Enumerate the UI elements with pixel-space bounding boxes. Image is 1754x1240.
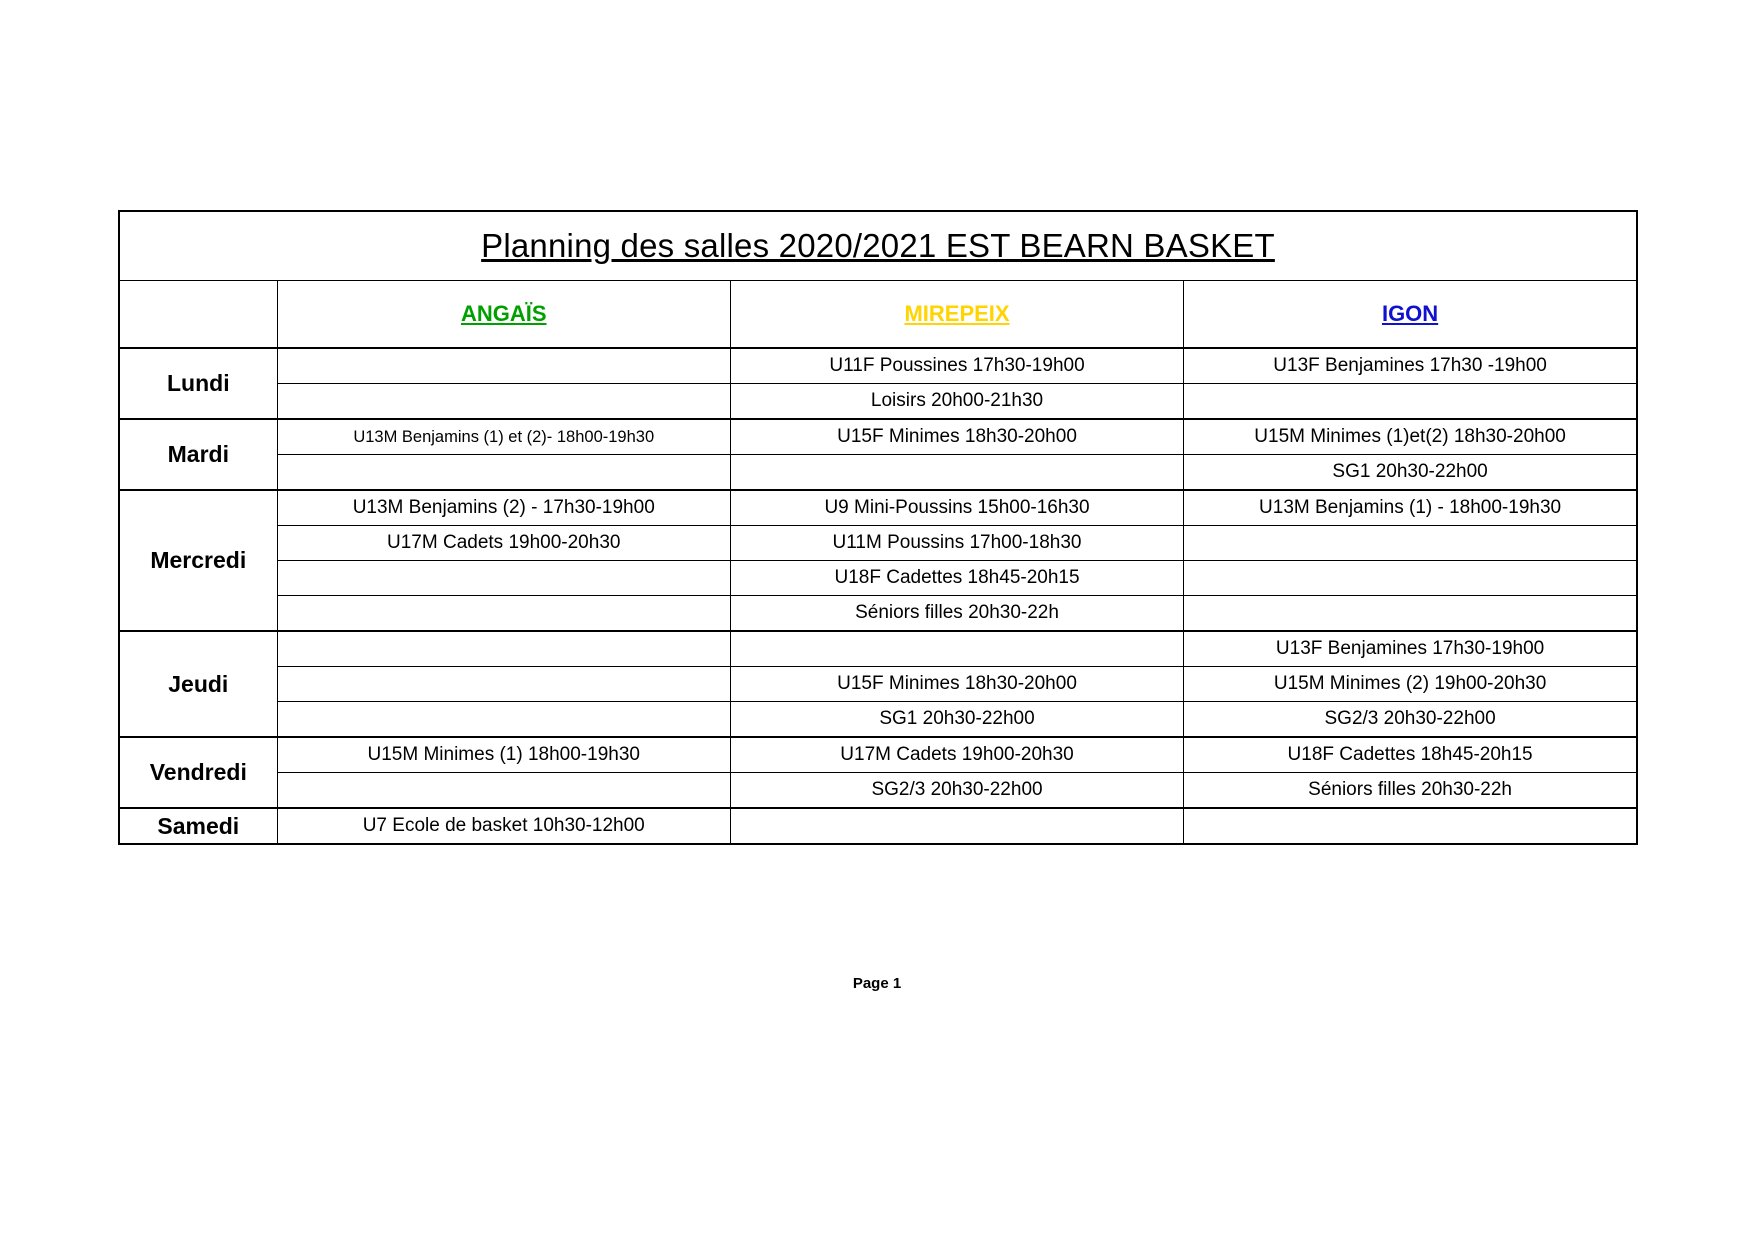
schedule-row: [119, 737, 1637, 773]
day-label-mardi: Mardi: [119, 419, 277, 490]
schedule-row: [119, 596, 1637, 632]
venue-header-row: [119, 281, 1637, 349]
slot-igon: U13F Benjamines 17h30 -19h00: [1184, 348, 1637, 384]
slot-mirepeix: [730, 455, 1183, 491]
venue-header-mirepeix-label: MIREPEIX: [904, 301, 1010, 326]
corner-cell: [119, 281, 277, 349]
slot-mirepeix: U11F Poussines 17h30-19h00: [730, 348, 1183, 384]
slot-igon: U13F Benjamines 17h30-19h00: [1184, 631, 1637, 667]
slot-angais: [277, 667, 730, 702]
page-title: [119, 211, 1637, 281]
slot-mirepeix: [730, 631, 1183, 667]
schedule-row: [119, 667, 1637, 702]
slot-angais: [277, 773, 730, 809]
slot-igon: [1184, 384, 1637, 420]
day-label-vendredi: Vendredi: [119, 737, 277, 808]
slot-mirepeix: Loisirs 20h00-21h30: [730, 384, 1183, 420]
schedule-row: [119, 348, 1637, 384]
planning-table: [118, 210, 1638, 845]
slot-igon: U13M Benjamins (1) - 18h00-19h30: [1184, 490, 1637, 526]
schedule-row: [119, 561, 1637, 596]
slot-angais: [277, 702, 730, 738]
slot-mirepeix: U15F Minimes 18h30-20h00: [730, 419, 1183, 455]
venue-header-angais: [277, 281, 730, 349]
slot-angais: U15M Minimes (1) 18h00-19h30: [277, 737, 730, 773]
schedule-row: [119, 631, 1637, 667]
slot-mirepeix: U11M Poussins 17h00-18h30: [730, 526, 1183, 561]
slot-igon: U15M Minimes (1)et(2) 18h30-20h00: [1184, 419, 1637, 455]
slot-mirepeix: U9 Mini-Poussins 15h00-16h30: [730, 490, 1183, 526]
venue-header-angais-label: ANGAÏS: [460, 301, 547, 326]
slot-igon: [1184, 561, 1637, 596]
schedule-row: [119, 702, 1637, 738]
slot-angais: [277, 384, 730, 420]
slot-angais: [277, 596, 730, 632]
slot-mirepeix: SG1 20h30-22h00: [730, 702, 1183, 738]
venue-header-mirepeix: [730, 281, 1183, 349]
slot-igon: U15M Minimes (2) 19h00-20h30: [1184, 667, 1637, 702]
schedule-row: [119, 419, 1637, 455]
day-label-samedi: Samedi: [119, 808, 277, 844]
slot-igon: U18F Cadettes 18h45-20h15: [1184, 737, 1637, 773]
slot-angais: U13M Benjamins (1) et (2)- 18h00-19h30: [277, 419, 730, 455]
slot-igon: SG1 20h30-22h00: [1184, 455, 1637, 491]
schedule-row: [119, 773, 1637, 809]
slot-mirepeix: SG2/3 20h30-22h00: [730, 773, 1183, 809]
slot-angais: [277, 348, 730, 384]
schedule-row: [119, 455, 1637, 491]
slot-igon: [1184, 526, 1637, 561]
day-label-lundi: Lundi: [119, 348, 277, 419]
page-title-text: Planning des salles 2020/2021 EST BEARN BASKET: [481, 227, 1275, 264]
schedule-row: [119, 526, 1637, 561]
slot-angais: U7 Ecole de basket 10h30-12h00: [277, 808, 730, 844]
day-label-mercredi: Mercredi: [119, 490, 277, 631]
slot-igon: SG2/3 20h30-22h00: [1184, 702, 1637, 738]
page-footer: Page 1: [852, 975, 902, 992]
slot-mirepeix: [730, 808, 1183, 844]
day-label-jeudi: Jeudi: [119, 631, 277, 737]
slot-igon: Séniors filles 20h30-22h: [1184, 773, 1637, 809]
slot-angais: [277, 631, 730, 667]
title-row: [119, 211, 1637, 281]
schedule-row: [119, 808, 1637, 844]
slot-mirepeix: Séniors filles 20h30-22h: [730, 596, 1183, 632]
venue-header-igon-label: IGON: [1381, 301, 1439, 326]
slot-mirepeix: U17M Cadets 19h00-20h30: [730, 737, 1183, 773]
slot-angais: [277, 561, 730, 596]
schedule-row: [119, 490, 1637, 526]
slot-igon: [1184, 596, 1637, 632]
schedule-row: [119, 384, 1637, 420]
venue-header-igon: [1184, 281, 1637, 349]
slot-angais: U17M Cadets 19h00-20h30: [277, 526, 730, 561]
slot-angais: U13M Benjamins (2) - 17h30-19h00: [277, 490, 730, 526]
slot-igon: [1184, 808, 1637, 844]
slot-angais: [277, 455, 730, 491]
slot-mirepeix: U18F Cadettes 18h45-20h15: [730, 561, 1183, 596]
slot-mirepeix: U15F Minimes 18h30-20h00: [730, 667, 1183, 702]
